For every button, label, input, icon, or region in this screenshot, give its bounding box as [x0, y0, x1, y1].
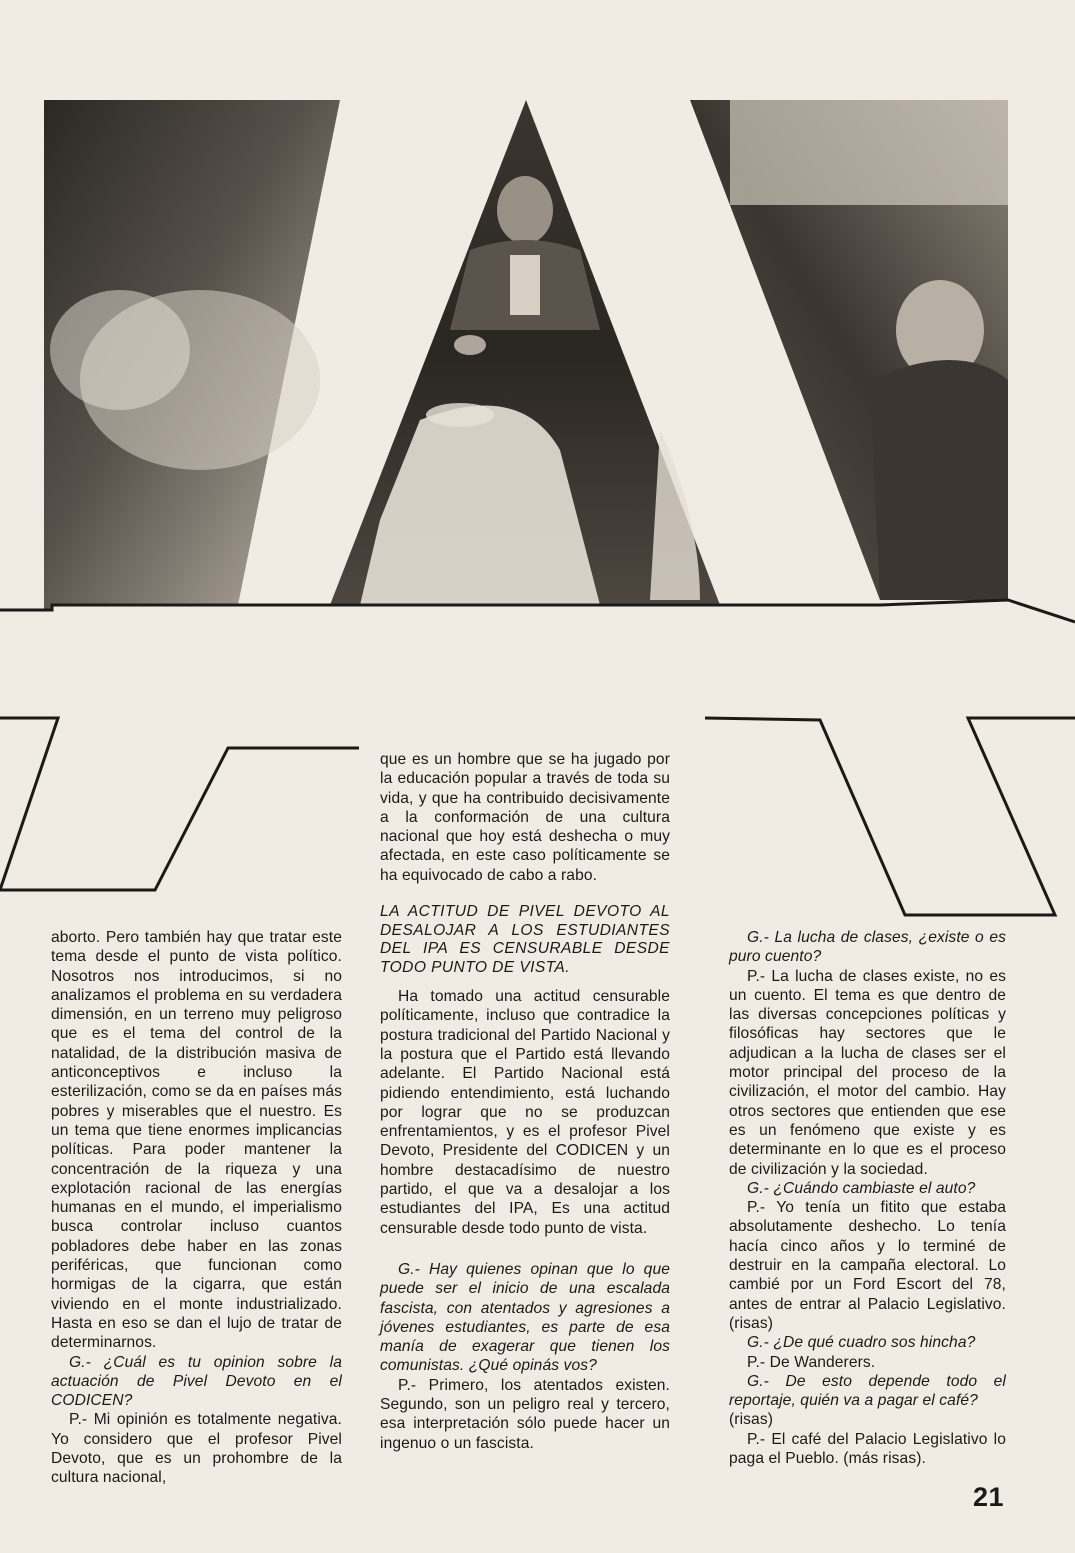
body-paragraph: que es un hombre que se ha jugado por la educación popular a través de toda su vida, y que ha contribuido decisivamente a la conformación de una cultura nacional que hoy está deshecha o muy afectada, en este caso políticamente se ha equivocado de cabo a rabo. [380, 751, 670, 884]
answer: P.- Yo tenía un fitito que estaba absolutamente deshecho. Lo tenía hacía cinco años y lo terminé de destruir en la campaña electoral. Lo cambié por un Ford Escort del 78, antes de entrar al Palacio Legislativo. (risas) [729, 1199, 1006, 1332]
figure-man-suit [497, 176, 553, 244]
question: G.- Hay quienes opinan que lo que puede ser el inicio de una escalada fascista, con atentados y agresiones a jóvenes estudiantes, es parte de esa manía de exagerar que tienen los comunistas. ¿Qué opinás vos? [380, 1260, 670, 1375]
answer: P.- Mi opinión es totalmente negativa. Yo considero que el profesor Pivel Devoto, que es un prohombre de la cultura nacional, [51, 1411, 342, 1487]
body-paragraph: aborto. Pero también hay que tratar este tema desde el punto de vista político. Nosotros nos introducimos, si no analizamos el problema en su verdadera dimensión, en un terreno muy peligroso que es el tema del control de la natalidad, de la distribución masiva de anticonceptivos e incluso la esterilización, como se da en países más pobres y miserables que el nuestro. Es un tema que tiene enormes implicancias políticas. Para poder mantener la concentración de la riqueza y una explotación racional de las energías humanas en el mundo, el imperialismo busca controlar incluso cuantos pobladores debe haber en las zonas periféricas, que funcionan como hormigas de la cigarra, que están viviendo en el monte industrializado. Hasta en eso se dan el lujo de tratar de determinarnos. [51, 929, 342, 1352]
question: G.- ¿Cuál es tu opinion sobre la actuación de Pivel Devoto en el CODICEN? [51, 1353, 342, 1410]
page-number: 21 [973, 1482, 1005, 1512]
frame-zigzag-left [0, 748, 359, 890]
answer: (risas) [729, 1411, 774, 1429]
frame-zigzag-right [705, 718, 1075, 915]
body-paragraph: Ha tomado una actitud censurable políticamente, incluso que contradice la postura tradicional del Partido Nacional y la postura que el Partido está llevando adelante. El Partido Nacional está pidiendo entendimiento, está luchando por lograr que no se produzcan enfrentamientos, y es el profesor Pivel Devoto, Presidente del CODICEN y un hombre destacadísimo de nuestro partido, el que va a desalojar a los estudiantes del IPA, Es una actitud censurable desde todo punto de vista. [380, 988, 670, 1237]
column-2 [380, 750, 670, 1453]
column-1 [51, 928, 342, 1488]
column-3 [729, 928, 1006, 1468]
frame-zigzag [0, 718, 58, 890]
question: G.- ¿De qué cuadro sos hincha? [747, 1334, 976, 1352]
question: G.- ¿Cuándo cambiaste el auto? [747, 1179, 976, 1197]
answer: P.- Primero, los atentados existen. Segundo, son un peligro real y tercero, esa interpretación sólo puede hacer un ingenuo o un fascista. [380, 1376, 670, 1452]
question: G.- La lucha de clases, ¿existe o es puro cuento? [729, 929, 1006, 966]
question: G.- De esto depende todo el reportaje, quién va a pagar el café? [729, 1372, 1006, 1410]
section-heading: LA ACTITUD DE PIVEL DEVOTO AL DESALOJAR A LOS ESTUDIANTES DEL IPA ES CENSURABLE DESDE TODO PUNTO DE VISTA. [380, 903, 670, 976]
answer: P.- De Wanderers. [747, 1353, 876, 1371]
answer: P.- La lucha de clases existe, no es un cuento. El tema es que dentro de las diversas concepciones políticas y filosóficas hay sectores que le adjudican a la lucha de clases ser el motor principal del proceso de la civilización, el motor del cambio. Hay otros sectores que entienden que ese es un fenómeno que existe y es determinante en lo que es el proceso de civilización y la sociedad. [729, 967, 1006, 1178]
answer: P.- El café del Palacio Legislativo lo paga el Pueblo. (más risas). [729, 1430, 1006, 1468]
